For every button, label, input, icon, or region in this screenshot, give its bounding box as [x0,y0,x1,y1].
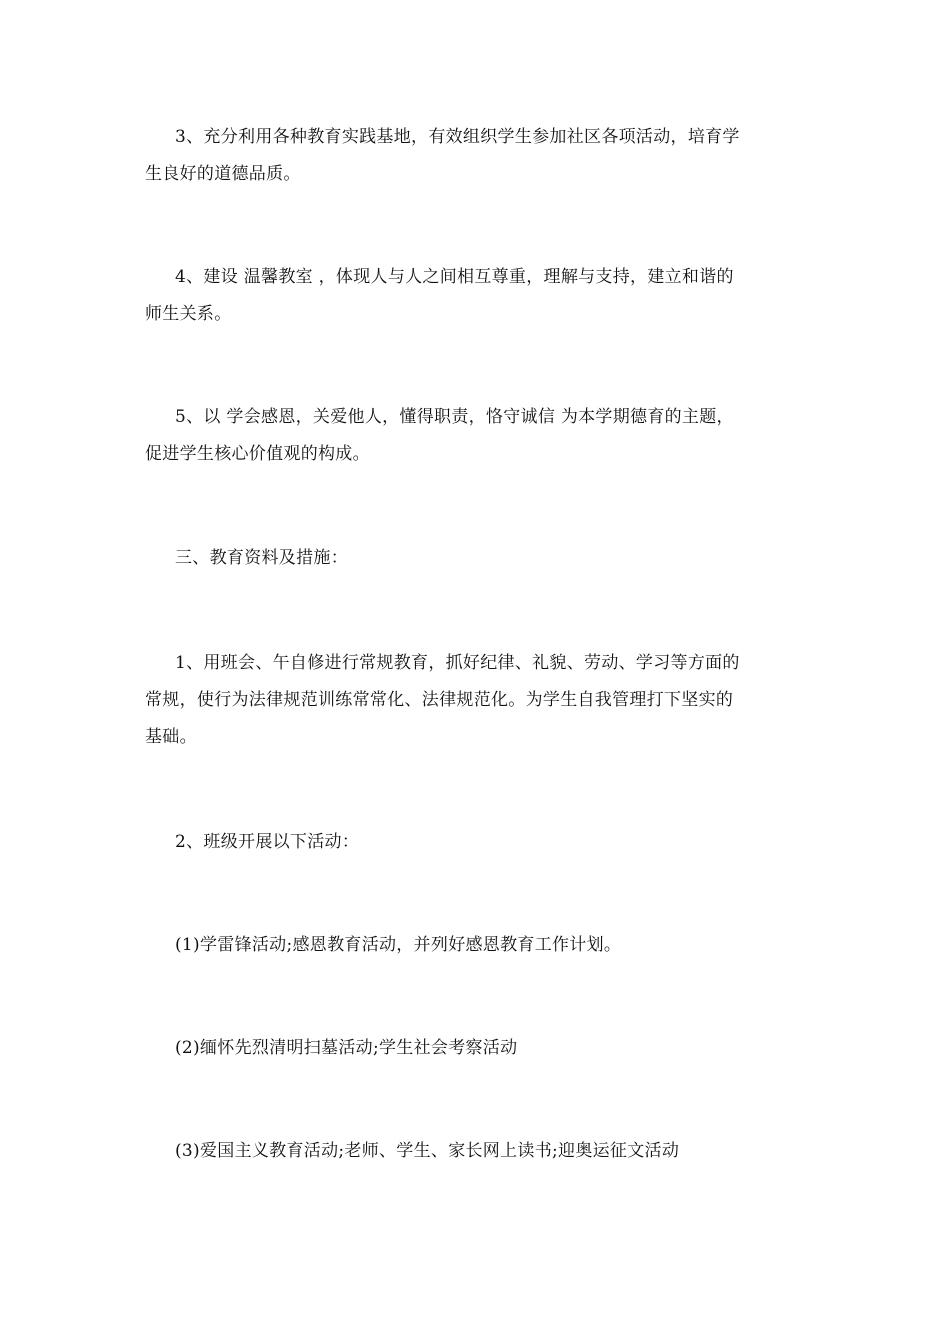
paragraph-line: (3)爱国主义教育活动;老师、学生、家长网上读书;迎奥运征文活动 [175,1141,680,1161]
paragraph-line: 2、班级开展以下活动： [175,832,360,852]
paragraph-line: 基础。 [145,727,197,747]
paragraph-line: 师生关系。 [145,304,232,324]
paragraph-line: 1、用班会、午自修进行常规教育，抓好纪律、礼貌、劳动、学习等方面的 [175,653,740,673]
paragraph-line: 4、建设 温馨教室 ，体现人与人之间相互尊重，理解与支持，建立和谐的 [175,267,734,287]
paragraph-line: 常规，使行为法律规范训练常常化、法律规范化。为学生自我管理打下坚实的 [145,690,734,710]
paragraph-item-3 [145,119,805,193]
measure-item-2 [145,824,805,861]
paragraph-line: (2)缅怀先烈清明扫墓活动;学生社会考察活动 [175,1038,518,1058]
paragraph-item-4 [145,259,805,333]
activity-item-3 [145,1133,805,1170]
paragraph-line: 3、充分利用各种教育实践基地，有效组织学生参加社区各项活动，培育学 [175,127,740,147]
section-heading-text: 三、教育资料及措施： [175,548,348,568]
activity-item-1 [145,927,805,964]
paragraph-line: (1)学雷锋活动;感恩教育活动，并列好感恩教育工作计划。 [175,935,622,955]
paragraph-line: 生良好的道德品质。 [145,164,301,184]
activity-item-2 [145,1030,805,1067]
paragraph-line: 促进学生核心价值观的构成。 [145,444,370,464]
measure-item-1 [145,645,805,756]
section-heading-3 [145,540,805,577]
paragraph-line: 5、以 学会感恩，关爱他人，懂得职责，恪守诚信 为本学期德育的主题， [175,407,734,427]
paragraph-item-5 [145,399,805,473]
